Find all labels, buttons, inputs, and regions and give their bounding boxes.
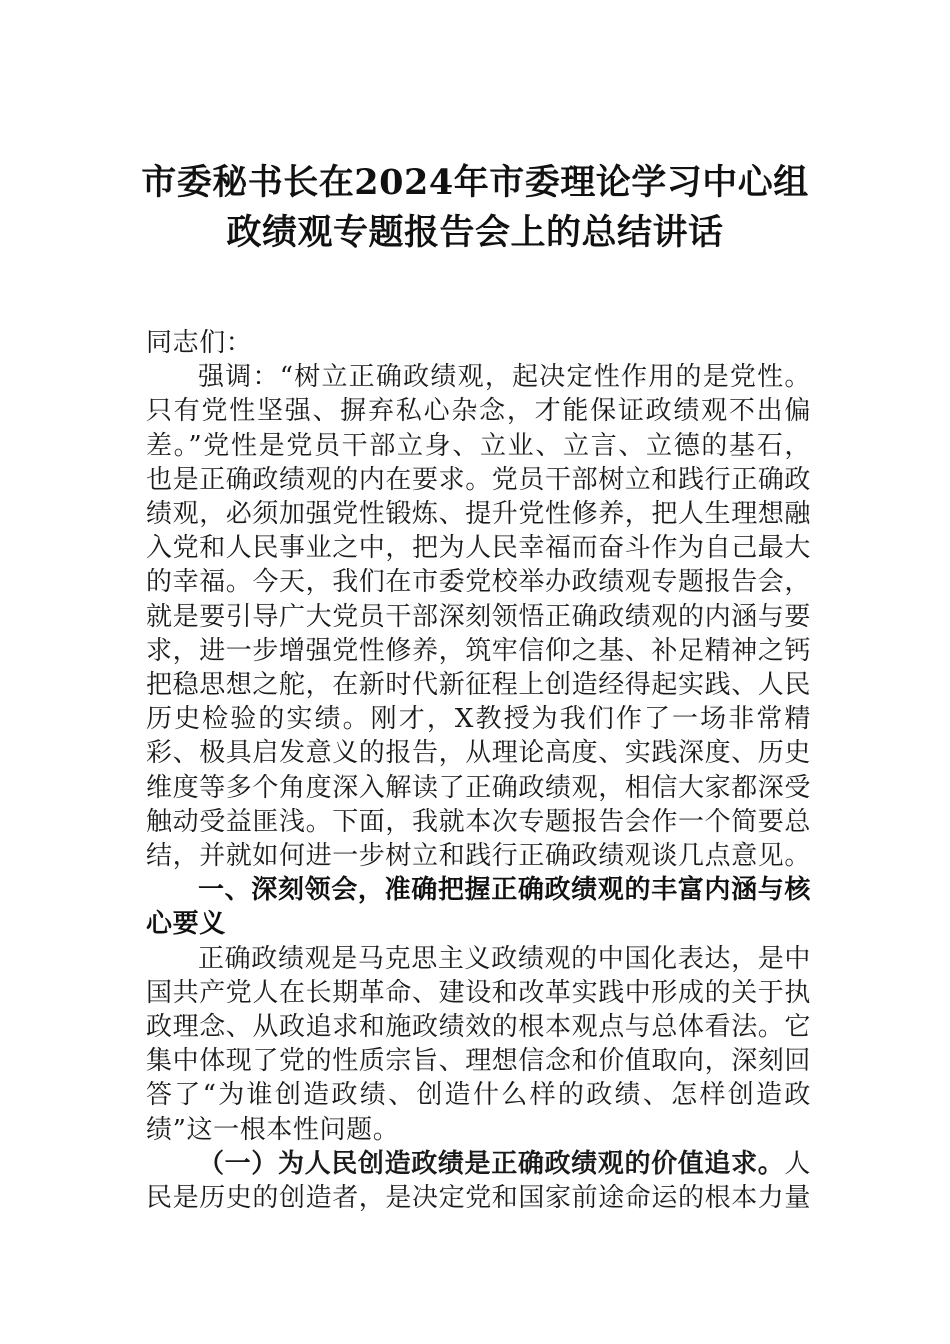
document-title-line-1: 市委秘书长在2024年市委理论学习中心组 (141, 162, 809, 203)
paragraph-intro: 强调：“树立正确政绩观，起决定性作用的是党性。只有党性坚强、摒弃私心杂念，才能保证政绩观不出偏差。”党性是党员干部立身、立业、立言、立德的基石，也是正确政绩观的内在要求。党员干部树立和践行正确政绩观，必须加强党性锻炼、提升党性修养，把人生理想融入党和人民事业之中，把为人民幸福而奋斗作为自己最大的幸福。今天，我们在市委党校举办政绩观专题报告会，就是要引导广大党员干部深刻领悟正确政绩观的内涵与要求，进一步增强党性修养，筑牢信仰之基、补足精神之钙把稳思想之舵，在新时代新征程上创造经得起实践、人民历史检验的实绩。刚才，X教授为我们作了一场非常精彩、极具启发意义的报告，从理论高度、实践深度、历史维度等多个角度深入解读了正确政绩观，相信大家都深受触动受益匪浅。下面，我就本次专题报告会作一个简要总结，并就如何进一步树立和践行正确政绩观谈几点意见。 (146, 362, 812, 872)
subsection-text-1: 人民是历史的创造者，是决定党和国家前途命运的根本力量 (146, 1148, 812, 1214)
paragraph-section-1: 正确政绩观是马克思主义政绩观的中国化表达，是中国共产党人在长期革命、建设和改革实践中形成的关于执政理念、从政追求和施政绩效的根本观点与总体看法。它集中体现了党的性质宗旨、理想信念和价值取向，深刻回答了“为谁创造政绩、创造什么样的政绩、怎样创造政绩”这一根本性问题。 (146, 943, 812, 1145)
salutation: 同志们： (146, 328, 253, 358)
document-body (146, 326, 811, 1215)
subsection-heading-1: （一）为人民创造政绩是正确政绩观的价值追求。 (198, 1148, 785, 1179)
paragraph-subsection-1 (146, 1147, 811, 1215)
section-heading-1: 一、深刻领会，准确把握正确政绩观的丰富内涵与核心要义 (146, 875, 811, 940)
document-title-line-2: 政绩观专题报告会上的总结讲话 (226, 212, 724, 253)
